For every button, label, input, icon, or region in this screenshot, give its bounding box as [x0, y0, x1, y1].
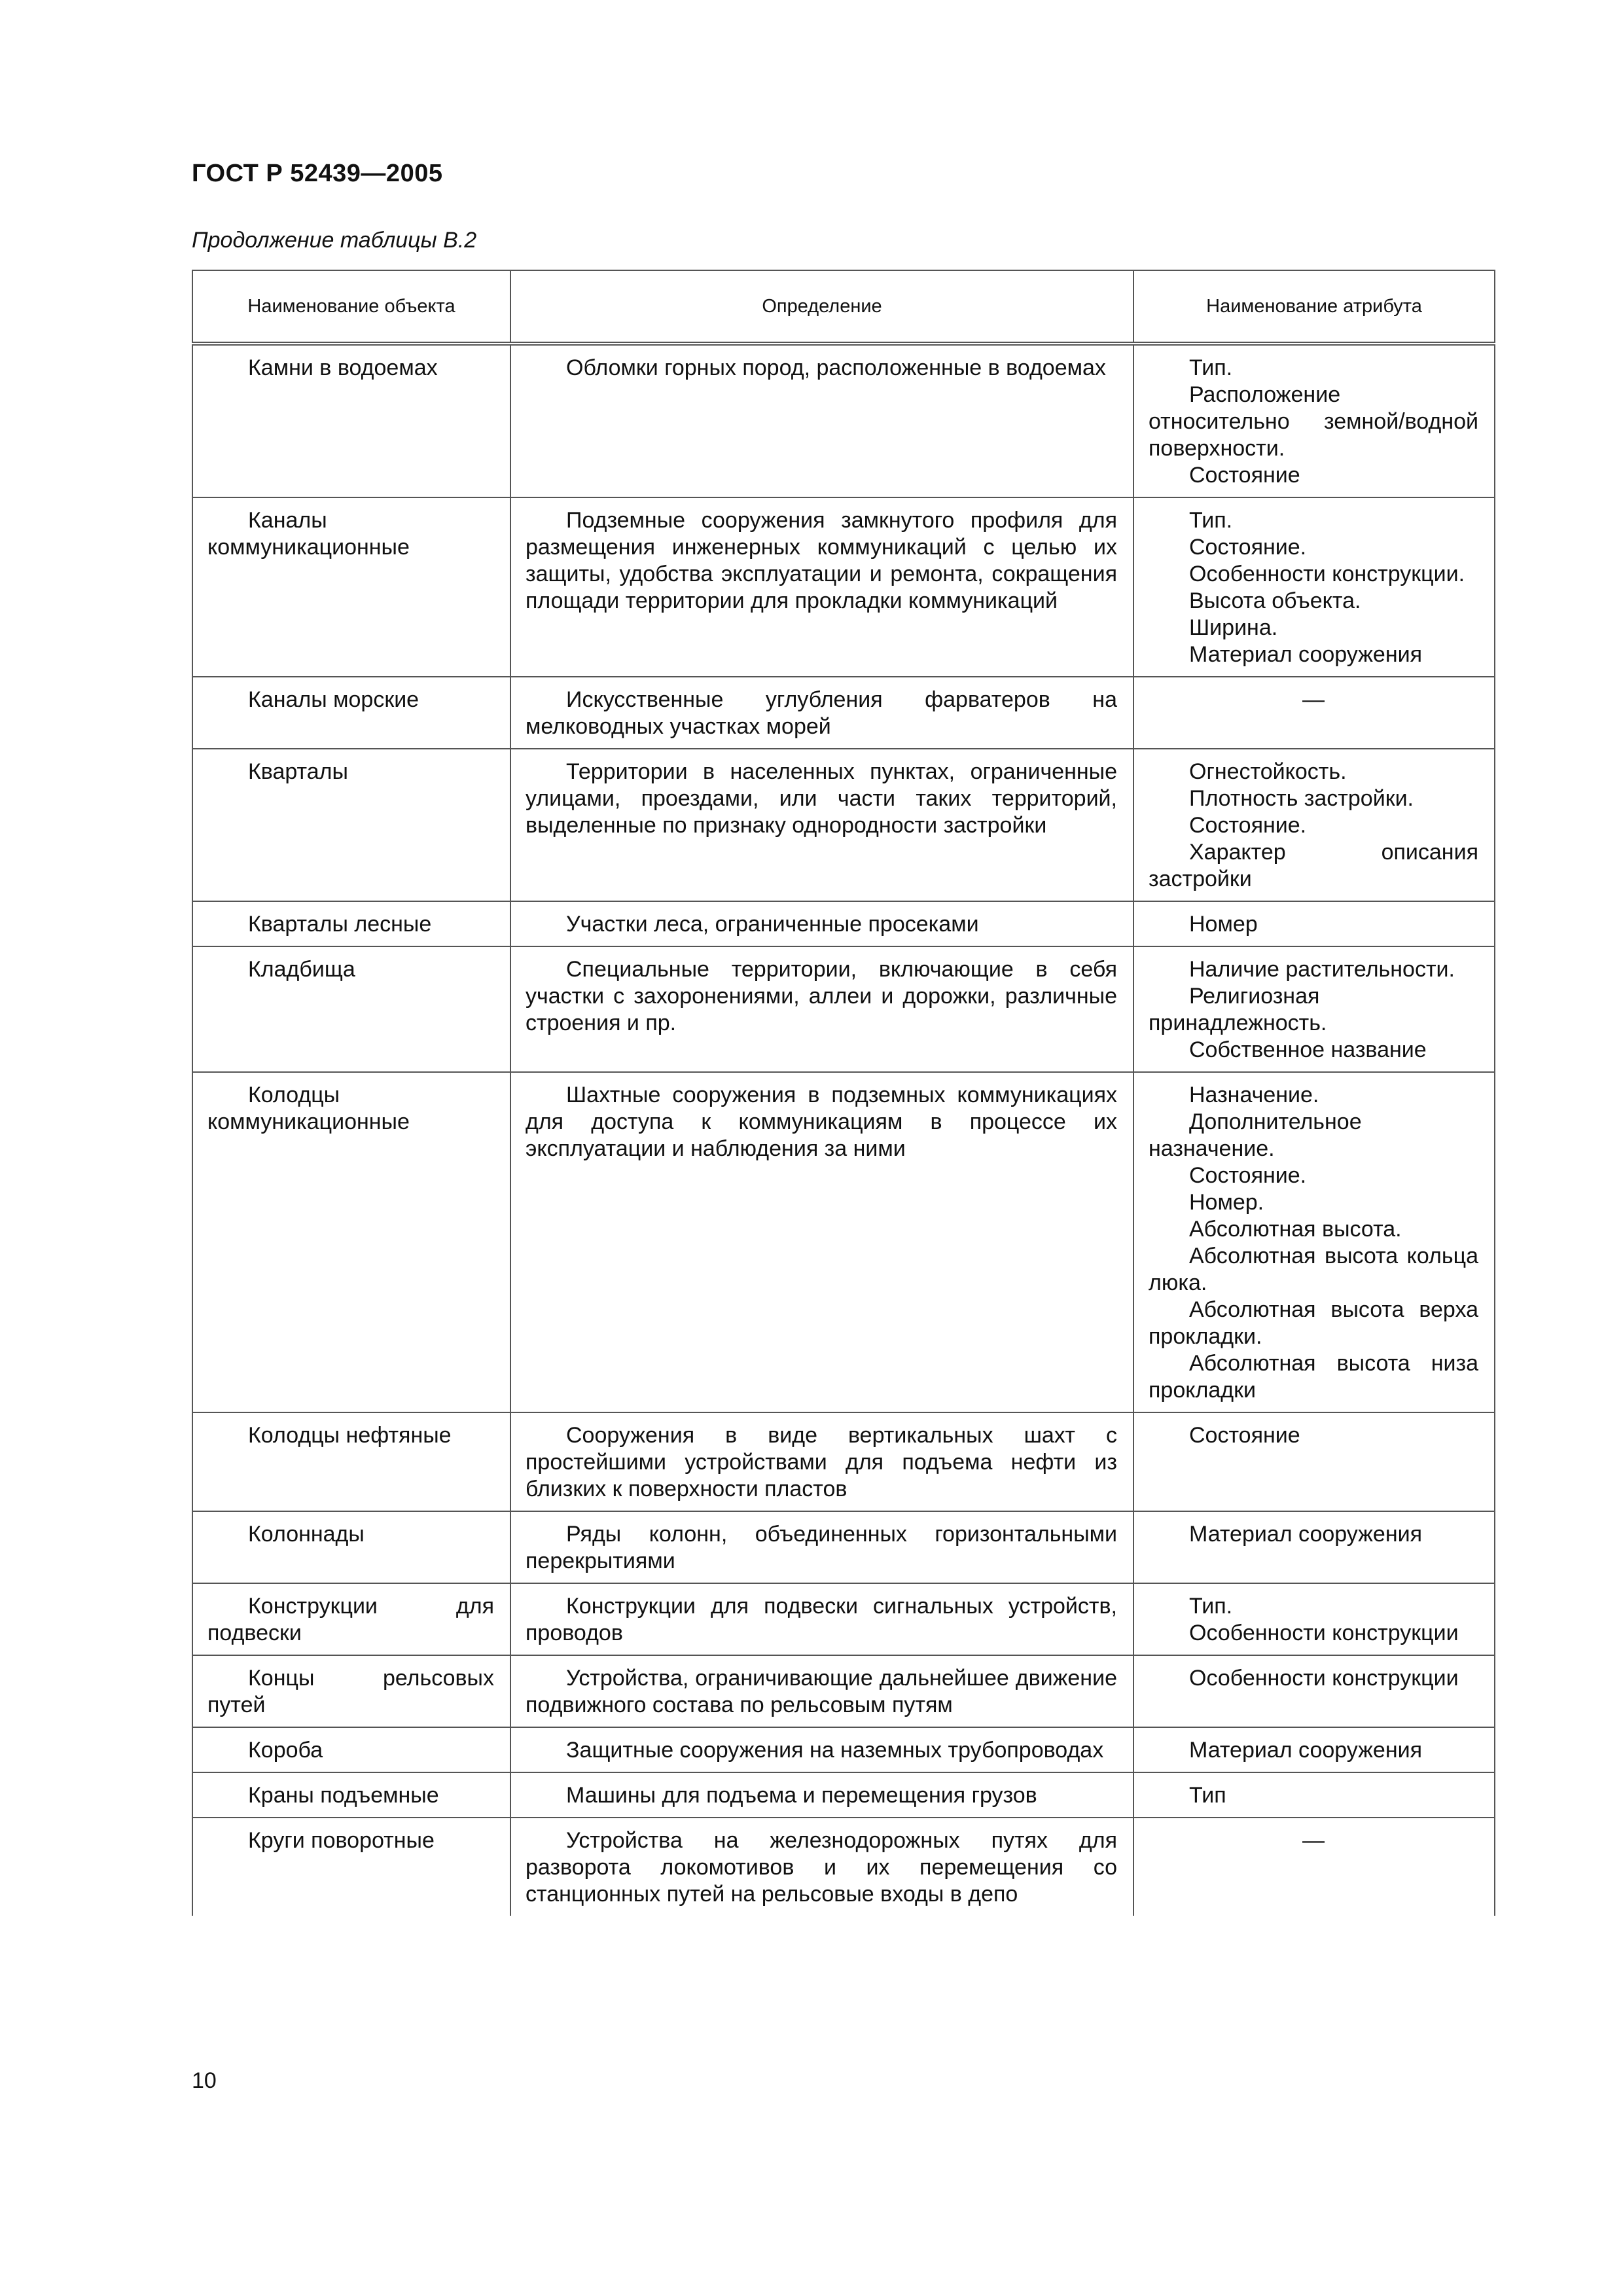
- attributes-cell: [1133, 1511, 1495, 1583]
- attribute-item: Характер описания застройки: [1149, 840, 1478, 891]
- attributes-cell: [1133, 344, 1495, 497]
- definition-cell: Территории в населенных пунктах, ограниченные улицами, проездами, или части таких территорий, выделенные по признаку однородности застройки: [510, 749, 1133, 901]
- attribute-item: Материал сооружения: [1189, 1522, 1423, 1547]
- table-row: [192, 1818, 1495, 1916]
- object-name-cell: Конструкции для подвески: [192, 1583, 510, 1655]
- table-row: [192, 1072, 1495, 1412]
- attributes-cell: [1133, 1655, 1495, 1727]
- table-row: [192, 1583, 1495, 1655]
- attribute-item: Ширина.: [1189, 615, 1278, 640]
- attribute-item: Религиозная принадлежность.: [1149, 984, 1327, 1035]
- object-name-cell: Каналы коммуникационные: [192, 497, 510, 677]
- definition-cell: Подземные сооружения замкнутого профиля для размещения инженерных коммуникаций с целью их защиты, удобства эксплуатации и ремонта, сокращения площади территории для прокладки коммуникаций: [510, 497, 1133, 677]
- attributes-cell: [1133, 1412, 1495, 1511]
- table-row: [192, 497, 1495, 677]
- definition-cell: Шахтные сооружения в подземных коммуникациях для доступа к коммуникациям в процессе их эксплуатации и наблюдения за ними: [510, 1072, 1133, 1412]
- attribute-item: Тип.: [1189, 1594, 1233, 1619]
- attribute-item: Собственное название: [1189, 1037, 1427, 1062]
- attribute-item: —: [1302, 687, 1325, 712]
- attribute-item: Абсолютная высота верха прокладки.: [1149, 1297, 1478, 1349]
- attribute-item: Состояние.: [1189, 1163, 1307, 1188]
- column-header-object-name: Наименование объекта: [192, 270, 510, 344]
- attributes-cell: [1133, 1072, 1495, 1412]
- table-row: [192, 1727, 1495, 1772]
- table-row: [192, 344, 1495, 497]
- table-row: [192, 677, 1495, 749]
- attribute-item: Высота объекта.: [1189, 588, 1361, 613]
- attribute-item: Особенности конструкции.: [1189, 562, 1465, 586]
- attribute-item: Материал сооружения: [1189, 642, 1423, 667]
- definition-cell: Обломки горных пород, расположенные в водоемах: [510, 344, 1133, 497]
- definition-cell: Участки леса, ограниченные просеками: [510, 901, 1133, 946]
- object-name-cell: Каналы морские: [192, 677, 510, 749]
- attribute-item: Номер: [1189, 912, 1258, 937]
- attributes-cell: [1133, 497, 1495, 677]
- attribute-item: Абсолютная высота.: [1189, 1217, 1402, 1242]
- table-row: [192, 749, 1495, 901]
- attribute-item: Особенности конструкции: [1189, 1666, 1459, 1691]
- attributes-cell: [1133, 749, 1495, 901]
- table-caption: Продолжение таблицы В.2: [192, 228, 477, 253]
- attribute-item: Дополнительное назначение.: [1149, 1109, 1362, 1161]
- definition-cell: Специальные территории, включающие в себя участки с захоронениями, аллеи и дорожки, различные строения и пр.: [510, 946, 1133, 1072]
- table-row: [192, 1655, 1495, 1727]
- attribute-item: Расположение относительно земной/водной поверхности.: [1149, 382, 1478, 461]
- objects-table: [192, 270, 1495, 1916]
- attribute-item: Состояние.: [1189, 813, 1307, 838]
- attributes-cell: [1133, 1727, 1495, 1772]
- attribute-item: —: [1302, 1828, 1325, 1853]
- attribute-item: Тип.: [1189, 508, 1233, 533]
- object-name-cell: Краны подъемные: [192, 1772, 510, 1818]
- object-name-cell: Колодцы нефтяные: [192, 1412, 510, 1511]
- attribute-item: Абсолютная высота низа прокладки: [1149, 1351, 1478, 1403]
- column-header-attribute-name: Наименование атрибута: [1133, 270, 1495, 344]
- column-header-definition: Определение: [510, 270, 1133, 344]
- attribute-item: Назначение.: [1189, 1083, 1319, 1107]
- attribute-item: Наличие растительности.: [1189, 957, 1455, 982]
- attribute-item: Тип: [1189, 1783, 1226, 1808]
- attributes-cell: [1133, 1772, 1495, 1818]
- attribute-item: Абсолютная высота кольца люка.: [1149, 1244, 1478, 1295]
- attribute-item: Плотность застройки.: [1189, 786, 1414, 811]
- attributes-cell: [1133, 677, 1495, 749]
- attribute-item: Состояние: [1189, 463, 1300, 488]
- table-row: [192, 1412, 1495, 1511]
- attribute-item: Особенности конструкции: [1189, 1621, 1459, 1645]
- table-row: [192, 901, 1495, 946]
- definition-cell: Ряды колонн, объединенных горизонтальными перекрытиями: [510, 1511, 1133, 1583]
- attribute-item: Тип.: [1189, 355, 1233, 380]
- attributes-cell: [1133, 901, 1495, 946]
- definition-cell: Искусственные углубления фарватеров на мелководных участках морей: [510, 677, 1133, 749]
- table-header-row: [192, 270, 1495, 344]
- definition-cell: Устройства, ограничивающие дальнейшее движение подвижного состава по рельсовым путям: [510, 1655, 1133, 1727]
- table-body: [192, 344, 1495, 1916]
- object-name-cell: Концы рельсовых путей: [192, 1655, 510, 1727]
- document-header: ГОСТ Р 52439—2005: [192, 160, 443, 187]
- definition-cell: Конструкции для подвески сигнальных устройств, проводов: [510, 1583, 1133, 1655]
- object-name-cell: Колоннады: [192, 1511, 510, 1583]
- definition-cell: Машины для подъема и перемещения грузов: [510, 1772, 1133, 1818]
- object-name-cell: Камни в водоемах: [192, 344, 510, 497]
- attribute-item: Огнестойкость.: [1189, 759, 1347, 784]
- object-name-cell: Круги поворотные: [192, 1818, 510, 1916]
- page-number: 10: [192, 2068, 217, 2093]
- object-name-cell: Кварталы: [192, 749, 510, 901]
- objects-table-container: [192, 270, 1494, 1916]
- attribute-item: Номер.: [1189, 1190, 1264, 1215]
- attributes-cell: [1133, 946, 1495, 1072]
- definition-cell: Сооружения в виде вертикальных шахт с простейшими устройствами для подъема нефти из близких к поверхности пластов: [510, 1412, 1133, 1511]
- object-name-cell: Колодцы коммуникационные: [192, 1072, 510, 1412]
- object-name-cell: Короба: [192, 1727, 510, 1772]
- table-row: [192, 946, 1495, 1072]
- attribute-item: Состояние.: [1189, 535, 1307, 560]
- definition-cell: Защитные сооружения на наземных трубопроводах: [510, 1727, 1133, 1772]
- object-name-cell: Кварталы лесные: [192, 901, 510, 946]
- definition-cell: Устройства на железнодорожных путях для разворота локомотивов и их перемещения со станционных путей на рельсовые входы в депо: [510, 1818, 1133, 1916]
- table-row: [192, 1511, 1495, 1583]
- attributes-cell: [1133, 1583, 1495, 1655]
- attribute-item: Состояние: [1189, 1423, 1300, 1448]
- object-name-cell: Кладбища: [192, 946, 510, 1072]
- attributes-cell: [1133, 1818, 1495, 1916]
- table-row: [192, 1772, 1495, 1818]
- attribute-item: Материал сооружения: [1189, 1738, 1423, 1763]
